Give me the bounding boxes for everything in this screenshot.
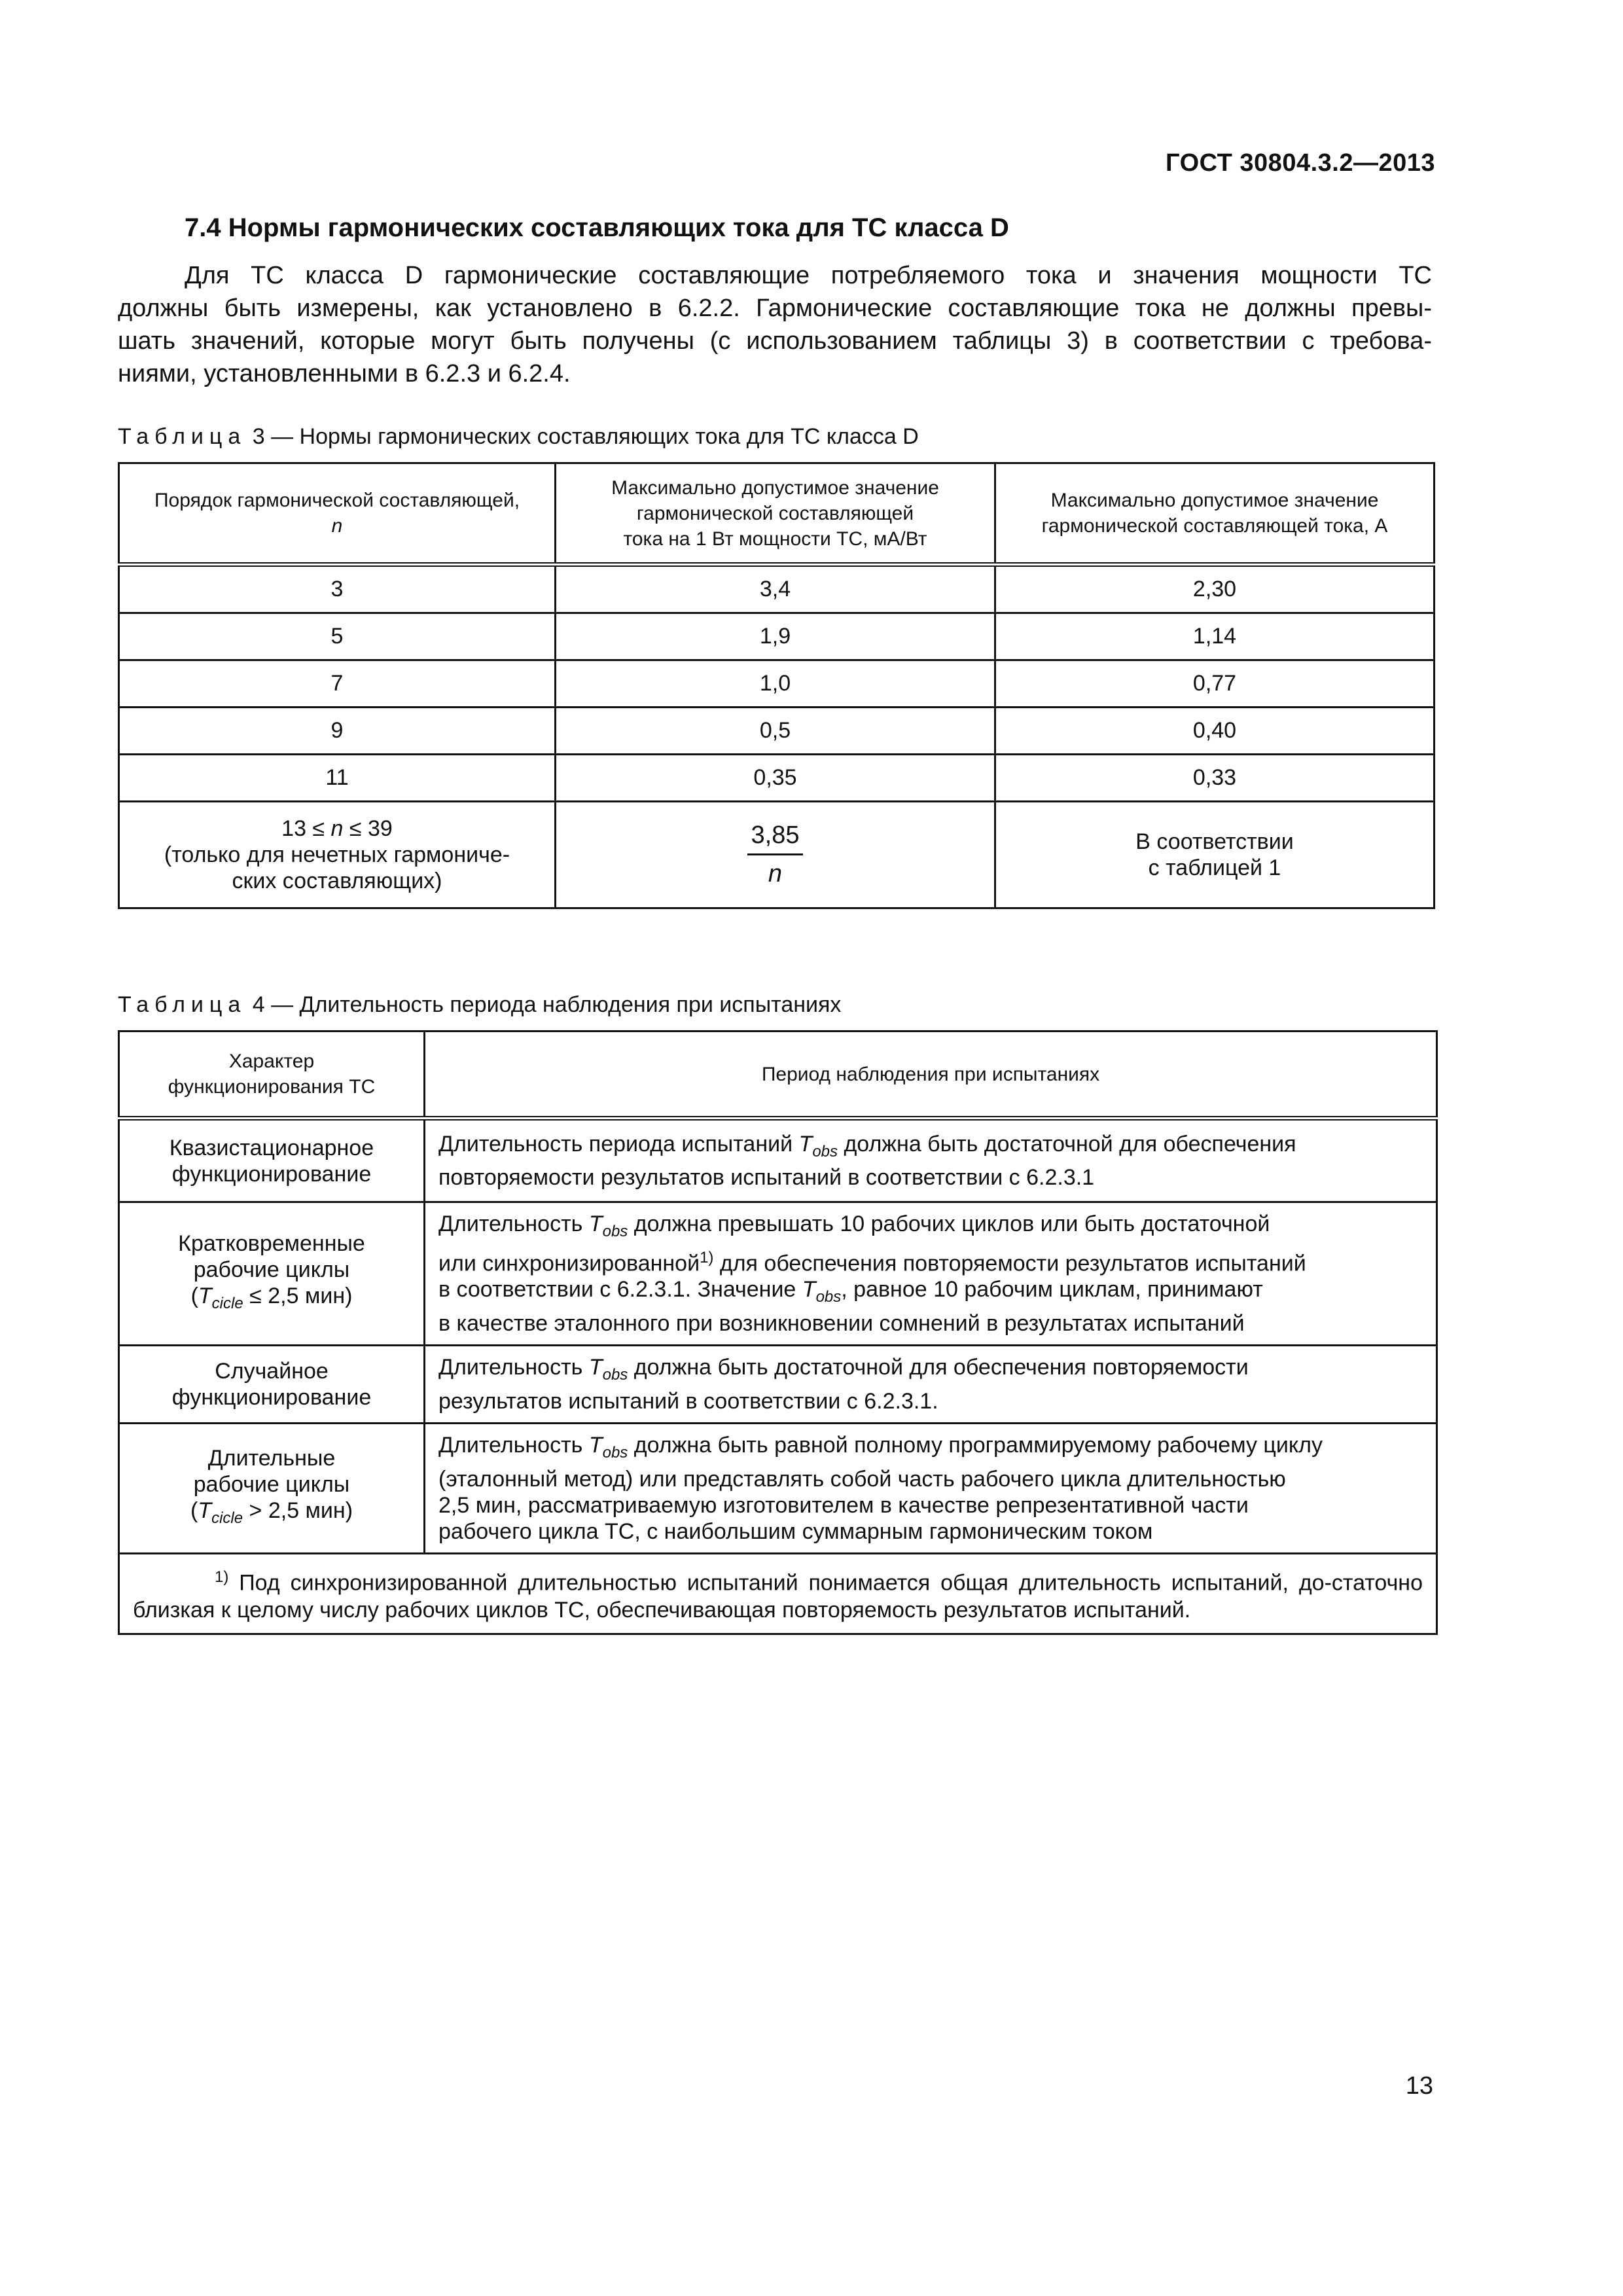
page-number: 13 bbox=[1405, 2072, 1433, 2100]
fraction-numerator: 3,85 bbox=[747, 822, 804, 855]
table3-caption bbox=[118, 424, 919, 450]
table-cell: 0,5 bbox=[556, 708, 995, 755]
table-cell: 7 bbox=[119, 660, 556, 708]
symbol-t: T bbox=[198, 1498, 212, 1523]
cell-text: рабочего цикла ТС, с наибольшим суммарным гармоническим током bbox=[438, 1518, 1153, 1544]
table-cell-description bbox=[425, 1119, 1437, 1202]
symbol-t: T bbox=[798, 1131, 813, 1157]
table4-footnote bbox=[119, 1553, 1437, 1634]
footnote-marker: 1) bbox=[215, 1568, 229, 1586]
cell-text: или синхронизированной bbox=[438, 1251, 700, 1276]
table-row bbox=[119, 802, 1435, 908]
cell-text: Случайное bbox=[215, 1358, 329, 1384]
cell-text: (только для нечетных гармониче- bbox=[164, 842, 510, 867]
cell-text: Квазистационарное bbox=[169, 1135, 374, 1160]
section-heading: 7.4 Нормы гармонических составляющих тока для ТС класса D bbox=[185, 213, 1009, 242]
cell-text: В соответствии bbox=[1135, 829, 1294, 854]
cell-text: повторяемости результатов испытаний в соответствии с 6.2.3.1 bbox=[438, 1165, 1095, 1191]
fraction-denominator: n bbox=[768, 860, 783, 888]
cell-variable: n bbox=[330, 816, 344, 841]
table-cell: 5 bbox=[119, 613, 556, 660]
symbol-t: T bbox=[588, 1432, 603, 1458]
table-row bbox=[119, 660, 1435, 708]
cell-text: ≤ 39 bbox=[343, 816, 393, 841]
cell-text: с таблицей 1 bbox=[1148, 855, 1281, 880]
footnote-marker: 1) bbox=[700, 1248, 714, 1266]
cell-text: (эталонный метод) или представлять собой часть рабочего цикла длительностью bbox=[438, 1466, 1286, 1492]
cell-text: для обеспечения повторяемости результатов испытаний bbox=[713, 1251, 1306, 1276]
cell-text: Длительность bbox=[438, 1211, 589, 1236]
table-row bbox=[119, 755, 1435, 802]
symbol-t: T bbox=[802, 1277, 816, 1302]
table-cell: 0,33 bbox=[995, 755, 1435, 802]
table-cell: 1,9 bbox=[556, 613, 995, 660]
table-cell-mode bbox=[119, 1345, 425, 1423]
header-text: Максимально допустимое значение bbox=[1050, 490, 1379, 511]
cell-text: функционирование bbox=[171, 1161, 372, 1187]
cell-text: ( bbox=[190, 1498, 198, 1523]
cell-text: , равное 10 рабочим циклам, принимают bbox=[841, 1277, 1263, 1302]
cell-text: должна быть достаточной для обеспечения повторяемости bbox=[628, 1354, 1249, 1380]
cell-text: рабочие циклы bbox=[193, 1471, 350, 1497]
document-code: ГОСТ 30804.3.2—2013 bbox=[1166, 149, 1435, 177]
cell-text: функционирование bbox=[171, 1384, 372, 1410]
subscript-obs: obs bbox=[602, 1365, 628, 1384]
cell-text: ≤ 2,5 мин) bbox=[243, 1283, 353, 1309]
subscript-obs: obs bbox=[815, 1287, 842, 1306]
header-text: гармонической составляющей тока, А bbox=[1041, 515, 1388, 537]
intro-line: Для ТС класса D гармонические составляющие потребляемого тока и значения мощности ТС bbox=[185, 262, 1432, 289]
table-row bbox=[119, 1202, 1437, 1346]
header-text: Характер bbox=[228, 1050, 315, 1072]
header-text: функционирования ТС bbox=[168, 1076, 376, 1098]
table-row bbox=[119, 565, 1435, 613]
table-cell: 2,30 bbox=[995, 565, 1435, 613]
cell-text: Длительность bbox=[438, 1354, 589, 1380]
cell-text: ских составляющих) bbox=[232, 869, 442, 893]
cell-text: Длительные bbox=[207, 1445, 336, 1471]
subscript-obs: obs bbox=[812, 1142, 838, 1160]
table-cell-mode bbox=[119, 1423, 425, 1553]
subscript-obs: obs bbox=[602, 1222, 628, 1240]
table-cell: 1,14 bbox=[995, 613, 1435, 660]
table-cell: 1,0 bbox=[556, 660, 995, 708]
table-cell-order-range bbox=[119, 802, 556, 908]
cell-text: должна быть достаточной для обеспечения bbox=[838, 1131, 1296, 1157]
cell-text: в соответствии с 6.2.3.1. Значение bbox=[438, 1277, 802, 1302]
subscript-obs: obs bbox=[602, 1443, 628, 1462]
table3-header-order bbox=[119, 463, 556, 565]
table-row bbox=[119, 1553, 1437, 1634]
cell-text: результатов испытаний в соответствии с 6.2.3.1. bbox=[438, 1388, 938, 1414]
table3-header-per-watt bbox=[556, 463, 995, 565]
cell-text: Кратковременные bbox=[178, 1231, 365, 1257]
table-cell-mode bbox=[119, 1119, 425, 1202]
table3 bbox=[118, 462, 1435, 909]
table-row bbox=[119, 1119, 1437, 1202]
table3-header-max-current bbox=[995, 463, 1435, 565]
header-text: тока на 1 Вт мощности ТС, мА/Вт bbox=[623, 528, 927, 550]
fraction bbox=[747, 822, 804, 887]
table-cell: 11 bbox=[119, 755, 556, 802]
table-cell: 9 bbox=[119, 708, 556, 755]
cell-text: должна быть равной полному программируемому рабочему циклу bbox=[628, 1432, 1323, 1458]
table-row bbox=[119, 1345, 1437, 1423]
header-text: Максимально допустимое значение bbox=[611, 476, 939, 499]
table-cell-description bbox=[425, 1345, 1437, 1423]
cell-text: должна превышать 10 рабочих циклов или быть достаточной bbox=[628, 1211, 1270, 1236]
intro-line: ниями, установленными в 6.2.3 и 6.2.4. bbox=[118, 360, 571, 387]
table-cell: 0,40 bbox=[995, 708, 1435, 755]
table-cell-reference bbox=[995, 802, 1435, 908]
table-cell: 3,4 bbox=[556, 565, 995, 613]
table-cell: 3 bbox=[119, 565, 556, 613]
table-cell-formula bbox=[556, 802, 995, 908]
cell-text: в качестве эталонного при возникновении сомнений в результатах испытаний bbox=[438, 1310, 1245, 1336]
table-cell-mode bbox=[119, 1202, 425, 1346]
table4-caption-word: Таблица bbox=[118, 992, 247, 1017]
subscript-cicle: cicle bbox=[211, 1509, 243, 1527]
table-row bbox=[119, 613, 1435, 660]
table4-header-period: Период наблюдения при испытаниях bbox=[425, 1031, 1437, 1119]
header-text: Порядок гармонической составляющей, bbox=[154, 490, 520, 511]
cell-text: 2,5 мин, рассматриваемую изготовителем в качестве репрезентативной части bbox=[438, 1492, 1249, 1518]
header-variable: n bbox=[331, 515, 343, 537]
table-row bbox=[119, 1423, 1437, 1553]
cell-text: ( bbox=[190, 1283, 198, 1309]
table-cell: 0,35 bbox=[556, 755, 995, 802]
table-cell-description bbox=[425, 1423, 1437, 1553]
table-cell-description bbox=[425, 1202, 1437, 1346]
cell-text: Длительность периода испытаний bbox=[438, 1131, 799, 1157]
table-cell: 0,77 bbox=[995, 660, 1435, 708]
intro-paragraph bbox=[118, 259, 1432, 390]
table4-header-mode bbox=[119, 1031, 425, 1119]
table3-caption-text: 3 — Нормы гармонических составляющих тока для ТС класса D bbox=[246, 424, 919, 449]
intro-line: должны быть измерены, как установлено в 6.2.2. Гармонические составляющие тока не должны превы- bbox=[118, 295, 1432, 322]
cell-text: рабочие циклы bbox=[193, 1257, 350, 1283]
header-text: гармонической составляющей bbox=[636, 502, 914, 524]
table-row bbox=[119, 708, 1435, 755]
table4-caption bbox=[118, 992, 841, 1018]
table4-caption-text: 4 — Длительность периода наблюдения при испытаниях bbox=[246, 992, 842, 1017]
subscript-cicle: cicle bbox=[211, 1294, 243, 1312]
cell-text: Длительность bbox=[438, 1432, 589, 1458]
table4 bbox=[118, 1030, 1438, 1635]
table3-caption-word: Таблица bbox=[118, 424, 247, 449]
symbol-t: T bbox=[588, 1354, 603, 1380]
footnote-text: Под синхронизированной длительностью испытаний понимается общая длительность испытаний, до-статочно близкая к целому числу рабочих циклов ТС, обеспечивающая повторяемость результатов испытаний. bbox=[133, 1570, 1423, 1623]
symbol-t: T bbox=[588, 1211, 603, 1236]
cell-text: 13 ≤ bbox=[281, 816, 331, 841]
intro-line: шать значений, которые могут быть получены (с использованием таблицы 3) в соответствии с требова- bbox=[118, 327, 1432, 355]
symbol-t: T bbox=[198, 1283, 212, 1309]
cell-text: > 2,5 мин) bbox=[243, 1498, 353, 1523]
